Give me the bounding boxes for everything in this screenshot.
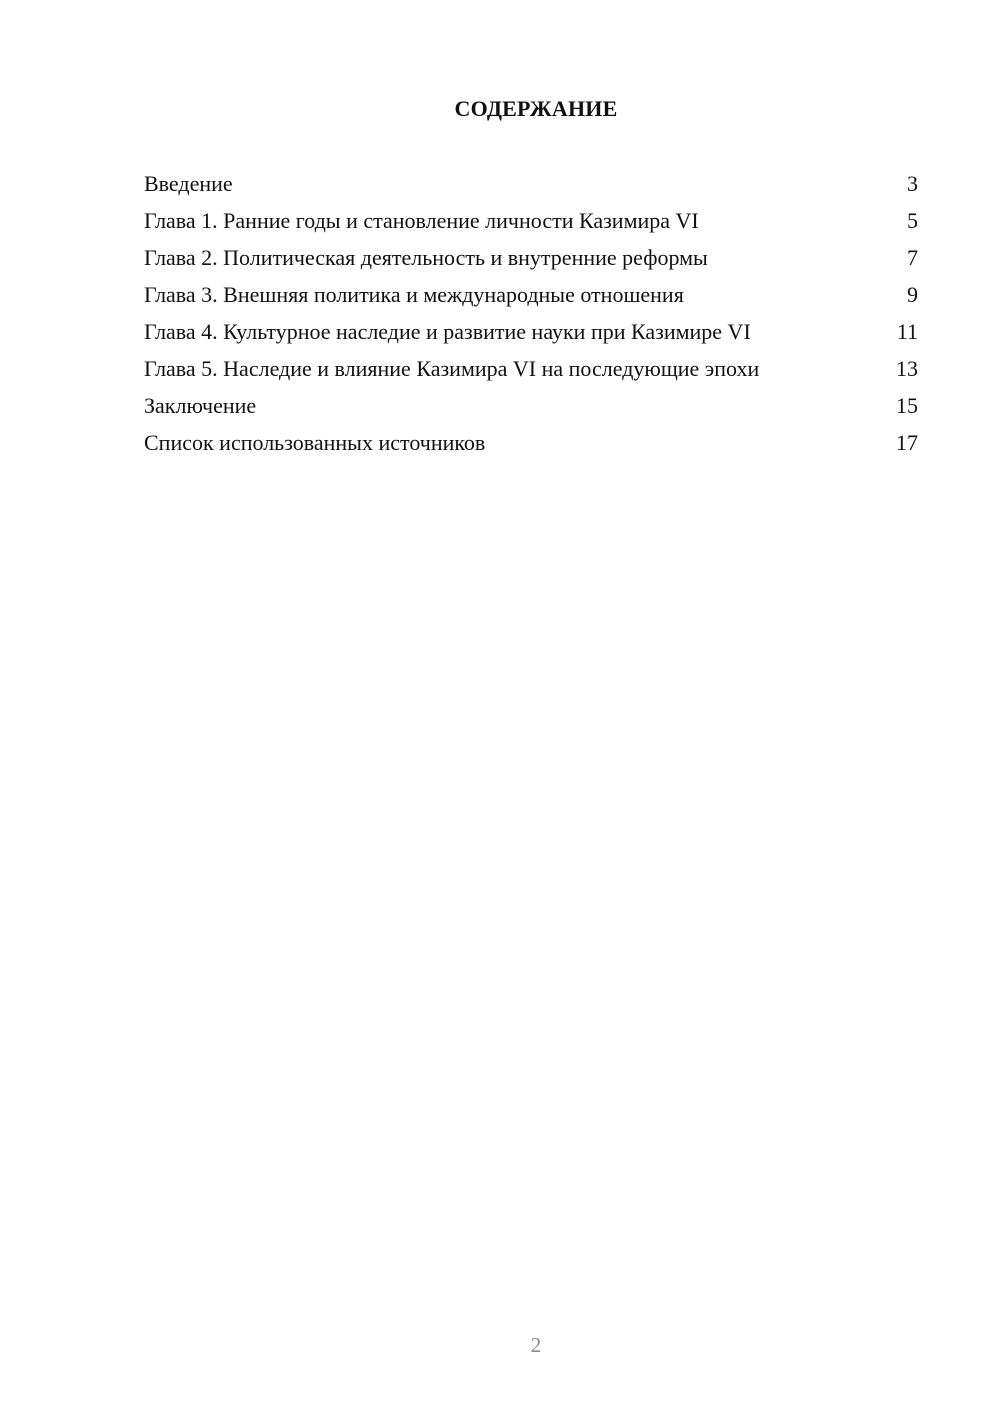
toc-entry: [144, 355, 918, 382]
toc-entry-text: Список использованных источников: [144, 430, 486, 455]
toc-title: СОДЕРЖАНИЕ: [454, 96, 618, 121]
toc-entry-text: Глава 4. Культурное наследие и развитие науки при Казимире VI: [144, 319, 751, 344]
toc-entry-text: Глава 2. Политическая деятельность и внутренние реформы: [144, 245, 708, 270]
toc-entry-page: 17: [896, 430, 918, 455]
toc-entry: [144, 170, 918, 197]
toc-entry-text: Глава 1. Ранние годы и становление личности Казимира VI: [144, 208, 699, 233]
toc-entry: [144, 429, 918, 456]
toc-entry-page: 5: [907, 208, 918, 233]
toc-entry-text: Глава 3. Внешняя политика и международные отношения: [144, 282, 684, 307]
toc-entry: [144, 244, 918, 271]
toc-entry-text: Заключение: [144, 393, 257, 418]
toc-entry: [144, 281, 918, 308]
toc-entry-text: Глава 5. Наследие и влияние Казимира VI на последующие эпохи: [144, 356, 760, 381]
table-of-contents: [144, 170, 918, 466]
toc-entry-page: 3: [907, 171, 918, 196]
toc-entry: [144, 392, 918, 419]
toc-entry-page: 13: [896, 356, 918, 381]
toc-entry: [144, 318, 918, 345]
toc-entry-text: Введение: [144, 171, 233, 196]
toc-entry-page: 9: [907, 282, 918, 307]
toc-entry-page: 11: [896, 319, 918, 344]
page-number: 2: [530, 1333, 542, 1357]
toc-entry-page: 15: [896, 393, 918, 418]
toc-entry: [144, 207, 918, 234]
toc-entry-page: 7: [907, 245, 918, 270]
